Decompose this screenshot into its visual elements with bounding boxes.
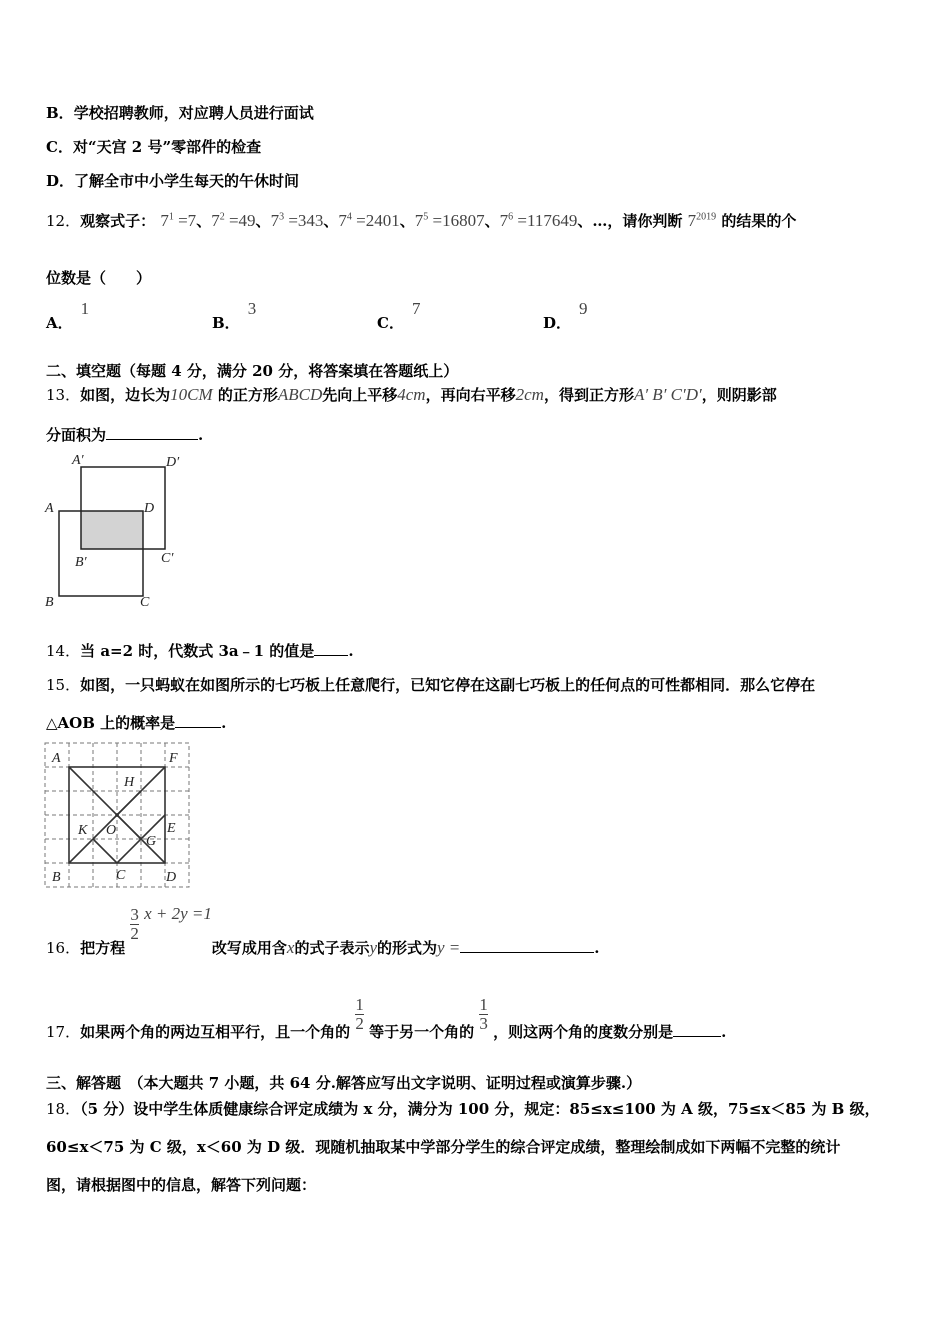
label-d: D (166, 870, 177, 885)
label-b: B (52, 870, 61, 885)
q12-power-3: $7^3 =343$ (270, 211, 324, 230)
label-a: A (52, 751, 61, 766)
question-number: 14． (46, 642, 81, 660)
q13-line2: 分面积为 . (46, 426, 204, 444)
q15-tangram-figure (44, 742, 192, 890)
q12-ellipsis: 、…，请你判断 (577, 212, 683, 230)
q17: 17．如果两个角的两边互相平行，且一个角的 $\frac{1}{2}$ 等于另一个角的 $\frac{1}{3}$ ，则这两个角的度数分别是 . (46, 995, 727, 1041)
q13-square-figure (40, 450, 200, 615)
label-e: E (167, 821, 176, 836)
q12-suffix: 的结果的个 (721, 212, 797, 230)
q12-power-4: $7^4 =2401$ (338, 211, 400, 230)
q12-option-b: B．3 (212, 299, 257, 332)
q12-power-1: $7^1 =7$ (160, 211, 197, 230)
label-c-prime: C′ (161, 551, 174, 566)
answer-blank[interactable] (175, 713, 221, 728)
label-d-prime: D′ (166, 455, 180, 470)
answer-blank[interactable] (673, 1022, 721, 1037)
answer-blank[interactable] (106, 425, 198, 440)
option-label: B． (46, 104, 74, 122)
label-k: K (78, 823, 88, 838)
label-b-prime: B′ (75, 555, 87, 570)
q17-fraction-third: $\frac{1}{3}$ (479, 995, 488, 1033)
q12-power-6: $7^6 =117649$ (499, 211, 578, 230)
q16: 16．把方程 $\frac{3}{2}$ x + 2y =1改写成用含x的式子表示y的形式为y = . (46, 903, 600, 957)
q14: 14．当 a=2 时，代数式 3a﹣1 的值是 . (46, 642, 354, 660)
label-a: A (45, 501, 54, 516)
q12-option-a: A．1 (46, 299, 90, 332)
label-d: D (144, 501, 155, 516)
q18-line2: 60≤x＜75 为 C 级，x＜60 为 D 级．现随机抽取某中学部分学生的综合评定成绩，整理绘制成如下两幅不完整的统计 (46, 1138, 841, 1156)
q15-line1: 15．如图，一只蚂蚁在如图所示的七巧板上任意爬行，已知它停在这副七巧板上的任何点的可性都相同．那么它停在 (46, 676, 816, 694)
option-label: D． (46, 172, 75, 190)
label-a-prime: A′ (72, 453, 84, 468)
q13-line1: 13．如图，边长为10CM 的正方形ABCD先向上平移4cm，再向右平移2cm，得到正方形A′ B′ C′D′，则阴影部 (46, 385, 777, 404)
question-number: 13． (46, 386, 81, 404)
section-3-title: 三、解答题 （本大题共 7 小题，共 64 分.解答应写出文字说明、证明过程或演算步骤.） (46, 1074, 642, 1092)
label-c: C (116, 868, 126, 883)
label-b: B (45, 595, 54, 610)
q17-fraction-half: $\frac{1}{2}$ (355, 995, 364, 1033)
q11-option-c (46, 136, 261, 157)
section-2-title: 二、填空题（每题 4 分，满分 20 分，将答案填在答题纸上） (46, 362, 459, 380)
question-number: 12． (46, 212, 81, 230)
q12-line2: 位数是（ ） (46, 269, 152, 287)
option-label: C． (46, 138, 73, 156)
question-number: 15． (46, 676, 81, 694)
q16-fraction: $\frac{3}{2}$ (130, 905, 139, 943)
option-text: 了解全市中小学生每天的午休时间 (74, 172, 300, 190)
q16-equation: x + 2y =1 (144, 903, 212, 923)
q12-power-2: $7^2 =49$ (211, 211, 256, 230)
label-h: H (124, 775, 135, 790)
question-number: 18． (46, 1100, 81, 1118)
label-o: O (106, 823, 117, 838)
q12-line1: 12．观察式子： $7^1 =7$、$7^2 =49$、$7^3 =343$、$7^4 =2401$、$7^5 =16807$、$7^6 =117649$、…，请你判断 $7^{2019}$ 的结果的个 (46, 211, 797, 230)
shaded-region (81, 511, 143, 549)
q15-line2: △AOB 上的概率是 . (46, 714, 227, 732)
option-text: 对“天宫 2 号”零部件的检查 (72, 138, 262, 156)
q12-target: $7^{2019}$ (687, 211, 717, 230)
q11-option-b (46, 102, 314, 123)
q12-prefix: 观察式子： (80, 212, 156, 230)
label-c: C (140, 595, 150, 610)
label-g: G (146, 834, 157, 849)
answer-blank[interactable] (460, 938, 594, 953)
q11-option-d (46, 170, 299, 191)
option-text: 学校招聘教师，对应聘人员进行面试 (73, 104, 314, 122)
q18-line1: 18．（5 分）设中学生体质健康综合评定成绩为 x 分，满分为 100 分，规定：85≤x≤100 为 A 级，75≤x＜85 为 B 级， (46, 1100, 880, 1118)
q12-power-5: $7^5 =16807$ (414, 211, 485, 230)
label-f: F (169, 751, 178, 766)
q12-option-d: D．9 (543, 299, 588, 332)
question-number: 16． (46, 938, 81, 957)
question-number: 17． (46, 1022, 81, 1041)
q18-line3: 图，请根据图中的信息，解答下列问题： (46, 1176, 317, 1194)
q12-option-c: C．7 (377, 299, 421, 332)
answer-blank[interactable] (314, 641, 348, 656)
